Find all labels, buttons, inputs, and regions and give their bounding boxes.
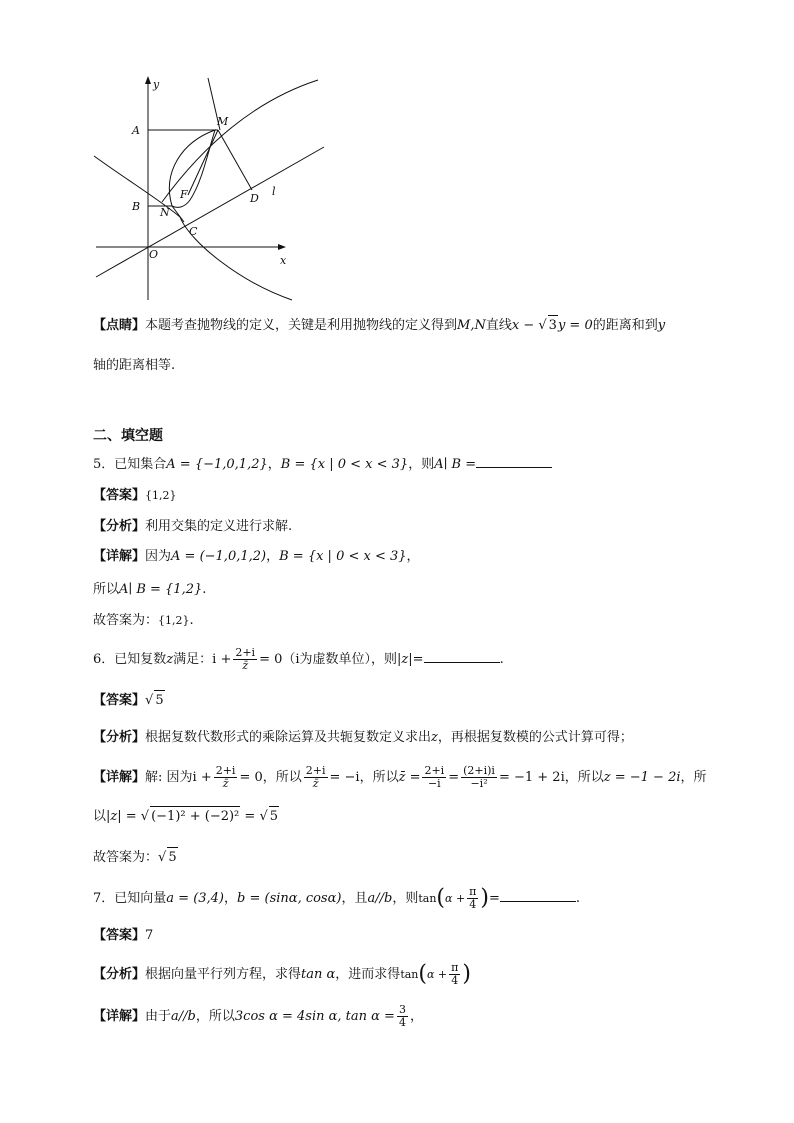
q5-sep: ， [267,457,281,472]
q5-so [93,580,206,600]
q6-expr: = 0 [239,770,263,785]
q6-final-text: 故答案为： [93,850,159,865]
label-y: y [153,78,160,91]
q7-stem-text: ，且 [341,891,368,906]
q7-answer-blank [500,889,576,902]
q5-final-text: 故答案为： [93,613,159,628]
segment-mf [188,130,218,195]
q5-detail-tag: 【详解】 [93,549,146,564]
q6-expr: |z| = [106,809,137,824]
q6-expr: z = −1 − 2i [603,770,681,785]
q5-answer-tag: 【答案】 [93,488,146,503]
q5-so-expr: A∣ B = {1,2} [119,582,203,597]
q6-answer-value: 5 [154,690,164,711]
segment-md [218,130,252,190]
q5-answer-blank [476,455,552,468]
q7-analysis: 【分析】根据向量平行列方程，求得tan α，进而求得tan(α + $\frac{\pi}{4}$ ) [93,961,471,987]
note-line-2 [93,356,175,376]
q6-detail-text: 解: 因为 [145,770,193,785]
q7-detail-text: 由于 [145,1009,172,1024]
parabola-figure [90,72,330,304]
q7-tan: tan [418,892,437,905]
label-l: l [272,185,276,198]
q6-detail-text: ，所以 [564,770,604,785]
note-mn: M,N [457,318,486,333]
q5-analysis-tag: 【分析】 [93,519,146,534]
q5-set-a: A = {−1,0,1,2} [166,457,268,472]
q5-analysis [93,517,292,537]
q6-detail-2: 以|z| = √ (−1)² + (−2)² = √ 5 [93,806,279,827]
q6-fraction: $\frac{2+i}{z̄}$ [235,646,256,672]
q6-stem-text: （i为虚数单位），则 [282,652,398,667]
q6-expr: = [244,809,256,824]
q6-expr: i + [192,770,212,785]
q6-expr: = [448,770,460,785]
note-text: 本题考查抛物线的定义，关键是利用抛物线的定义得到 [145,318,458,333]
q7-answer-value: 7 [145,928,154,943]
q7-stem-text: ，则 [392,891,419,906]
q7-analysis-text: ，进而求得 [335,967,401,982]
q7-analysis-tag: 【分析】 [93,967,146,982]
q7-expr: = [489,891,500,906]
q6-final-value: 5 [167,847,177,868]
q7-expr: tan α [301,967,336,982]
loop-curve [169,130,215,207]
q6-frac-4: $\frac{(2+i)i}{\text{−i²}}$ [463,764,495,790]
label-m: M [217,115,229,128]
q5-detail-b: B = {x | 0 < x < 3} [279,549,407,564]
q7-vec-a: a = (3,4) [166,891,225,906]
label-c: C [189,225,198,238]
note-tag: 【点睛】 [93,318,146,333]
q5-sep: ， [266,549,280,564]
q6-detail-text: ，所以 [359,770,399,785]
q6-absz: |z|= [397,652,424,667]
q5-sep: . [202,582,207,597]
q5-answer [93,486,177,506]
q6-detail-text: 以 [93,809,107,824]
q6-expr: = −1 + 2i [498,770,565,785]
q5-sep: . [189,613,194,628]
label-n: N [160,206,170,219]
q6-var: z [431,730,438,745]
q7-expr: 3cos α = 4sin α, tan α = [234,1009,395,1024]
q6-expr: i + [212,652,232,667]
q7-tan: tan [400,968,419,981]
q6-frac-3: $\frac{2+i}{-i}$ [424,764,445,790]
label-d: D [250,192,259,205]
q7-stem: 7．已知向量a = (3,4)，b = (sinα, cosα)，且a//b，则tan(α + $\frac{\pi}{4}$ )= . [93,885,581,911]
q6-final: 故答案为：√ 5 [93,847,178,868]
q7-detail [93,1004,423,1029]
note-eq: y = 0 [557,318,593,333]
q5-detail-text: 因为 [145,549,172,564]
line-l [96,147,324,277]
note-text: 直线 [485,318,512,333]
q7-sep: ， [409,1009,423,1024]
note-text: 的距离和到 [592,318,658,333]
q6-var: z [166,652,174,667]
q5-so-text: 所以 [93,582,120,597]
q6-detail-tag: 【详解】 [93,770,146,785]
label-a: A [132,124,140,137]
q6-stem [93,647,504,672]
segment-nc [172,206,184,222]
note-eq: x − [511,318,539,333]
q7-detail-tag: 【详解】 [93,1009,146,1024]
q7-expr: α + [426,968,448,981]
q7-answer-tag: 【答案】 [93,928,146,943]
q7-pi-frac: $\frac{\pi}{4}$ [451,961,459,987]
q5-answer-value: {1,2} [145,489,177,502]
q6-analysis-text: ，再根据复数模的公式计算可得； [437,730,633,745]
q6-detail [93,765,707,790]
q6-detail-text: ，所 [680,770,707,785]
q7-sep: ， [224,891,238,906]
q5-sep: ， [406,549,420,564]
q6-analysis-tag: 【分析】 [93,730,146,745]
section-title: 二、填空题 [93,428,163,444]
q6-expr: = 0 [259,652,283,667]
q7-pi-frac: $\frac{\pi}{4}$ [469,885,477,911]
q6-answer-blank [424,650,500,663]
q5-set-b: B = {x | 0 < x < 3} [280,457,409,472]
y-axis-arrow [145,76,151,84]
q6-expr: = −i [329,770,360,785]
label-b: B [132,200,141,213]
q7-vec-b: b = (sinα, cosα) [237,891,342,906]
q7-detail-text: ，所以 [195,1009,235,1024]
label-x: x [280,254,287,267]
x-axis-arrow [278,244,286,250]
q6-answer-tag: 【答案】 [93,693,146,708]
q7-parallel: a//b [367,891,393,906]
q6-sqrt-result: 5 [269,806,279,827]
note-text: 轴的距离相等. [93,358,176,373]
parabola-upper [162,80,318,202]
q5-final-value: {1,2} [158,614,190,627]
q5-final [93,611,194,631]
note-line-1: 【点睛】本题考查抛物线的定义，关键是利用抛物线的定义得到M,N直线x − √ 3y = 0的距离和到y [93,315,665,336]
q7-expr: α + [445,892,466,905]
q6-frac-2: $\frac{2+i}{z̄}$ [305,764,326,790]
q5-stem-text: 5．已知集合 [93,457,167,472]
q6-stem-text: 满足： [173,652,213,667]
q5-detail-a: A = (−1,0,1,2) [171,549,267,564]
label-f: F [180,188,188,201]
q6-answer: 【答案】√ 5 [93,690,165,711]
q6-sqrt-inner: (−1)² + (−2)² [150,806,240,827]
q7-answer [93,926,153,946]
q7-tan-frac: $\frac{3}{4}$ [398,1003,406,1029]
q7-stem-text: 7．已知向量 [93,891,167,906]
q6-analysis-text: 根据复数代数形式的乘除运算及共轭复数定义求出 [145,730,432,745]
note-sqrt: 3 [548,315,558,336]
q6-expr: z̄ = [398,770,421,785]
note-var: y [657,318,666,333]
q5-expr: A∣ B = [434,457,477,472]
q7-analysis-text: 根据向量平行列方程，求得 [145,967,302,982]
q6-stem-text: 6．已知复数 [93,652,167,667]
q6-sep: . [499,652,504,667]
q6-frac-1: $\frac{2+i}{z̄}$ [215,764,236,790]
q6-detail-text: ，所以 [262,770,302,785]
q7-sep: . [575,891,581,906]
q5-analysis-text: 利用交集的定义进行求解. [145,519,293,534]
q7-parallel: a//b [171,1009,196,1024]
q5-sep: ，则 [408,457,435,472]
label-o: O [149,248,159,261]
q6-analysis [93,728,633,748]
q5-stem [93,455,552,475]
q5-detail [93,547,420,567]
